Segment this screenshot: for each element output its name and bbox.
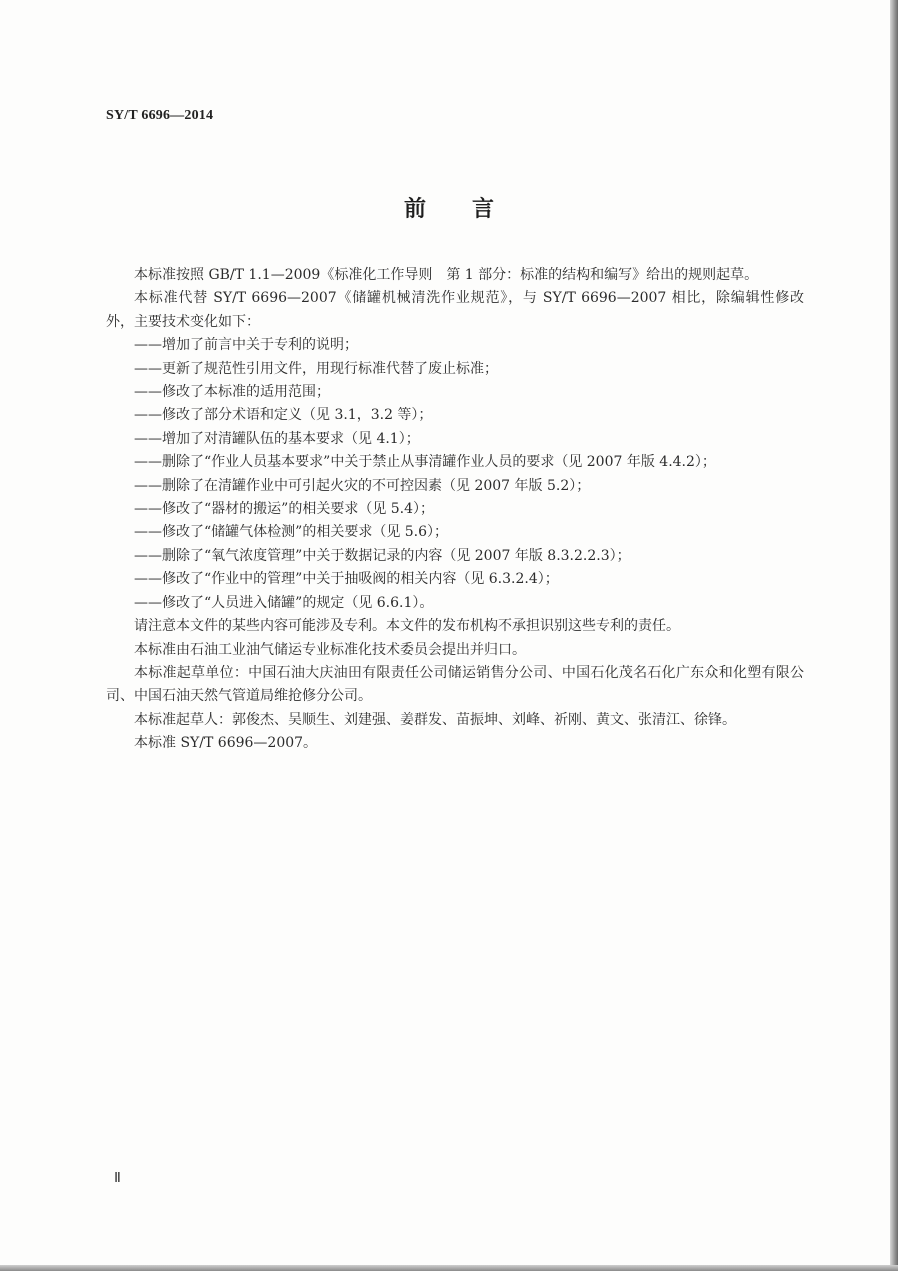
change-item: ——删除了“氧气浓度管理”中关于数据记录的内容（见 2007 年版 8.3.2.2.3）； xyxy=(134,547,631,564)
changes-list xyxy=(106,334,804,615)
change-item: ——修改了“器材的搬运”的相关要求（见 5.4）； xyxy=(134,501,435,518)
paragraph-proposer: 本标准由石油工业油气储运专业标准化技术委员会提出并归口。 xyxy=(134,641,526,658)
paragraph-patent-notice: 请注意本文件的某些内容可能涉及专利。本文件的发布机构不承担识别这些专利的责任。 xyxy=(134,618,680,635)
change-item: ——删除了在清罐作业中可引起火灾的不可控因素（见 2007 年版 5.2）； xyxy=(134,477,591,494)
standard-code-header: SY/T 6696—2014 xyxy=(106,108,214,123)
change-item: ——修改了“储罐气体检测”的相关要求（见 5.6）； xyxy=(134,524,449,541)
change-item: ——修改了“人员进入储罐”的规定（见 6.6.1）。 xyxy=(134,594,434,611)
scan-edge-right xyxy=(890,0,898,1271)
foreword-body xyxy=(106,264,804,756)
paragraph-drafting-units: 本标准起草单位：中国石油大庆油田有限责任公司储运销售分公司、中国石化茂名石化广东众和化塑有限公司、中国石油天然气管道局维抢修分公司。 xyxy=(106,664,804,705)
change-item: ——修改了“作业中的管理”中关于抽吸阀的相关内容（见 6.3.2.4）； xyxy=(134,571,559,588)
title-char-1: 前 xyxy=(403,197,426,222)
paragraph-replacement: 本标准代替 SY/T 6696—2007《储罐机械清洗作业规范》，与 SY/T 6696—2007 相比，除编辑性修改外，主要技术变化如下： xyxy=(106,290,804,330)
paragraph-drafting-rule: 本标准按照 GB/T 1.1—2009《标准化工作导则 第 1 部分：标准的结构和编写》给出的规则起草。 xyxy=(134,267,759,283)
scan-edge-bottom xyxy=(0,1265,898,1271)
title-char-2: 言 xyxy=(472,197,495,222)
page-number: Ⅱ xyxy=(114,1171,121,1186)
change-item: ——更新了规范性引用文件，用现行标准代替了废止标准； xyxy=(134,360,498,377)
change-item: ——修改了本标准的适用范围； xyxy=(134,384,330,401)
page-title xyxy=(0,192,898,223)
change-item: ——增加了前言中关于专利的说明； xyxy=(134,337,358,354)
paragraph-previous-edition: 本标准 SY/T 6696—2007。 xyxy=(134,735,318,752)
change-item: ——删除了“作业人员基本要求”中关于禁止从事清罐作业人员的要求（见 2007 年版 4.4.2）； xyxy=(134,454,716,471)
change-item: ——增加了对清罐队伍的基本要求（见 4.1）； xyxy=(134,430,420,447)
change-item: ——修改了部分术语和定义（见 3.1，3.2 等）； xyxy=(134,407,433,424)
paragraph-drafters: 本标准起草人：郭俊杰、吴顺生、刘建强、姜群发、苗振坤、刘峰、祈刚、黄文、张清江、徐锋。 xyxy=(134,711,736,728)
